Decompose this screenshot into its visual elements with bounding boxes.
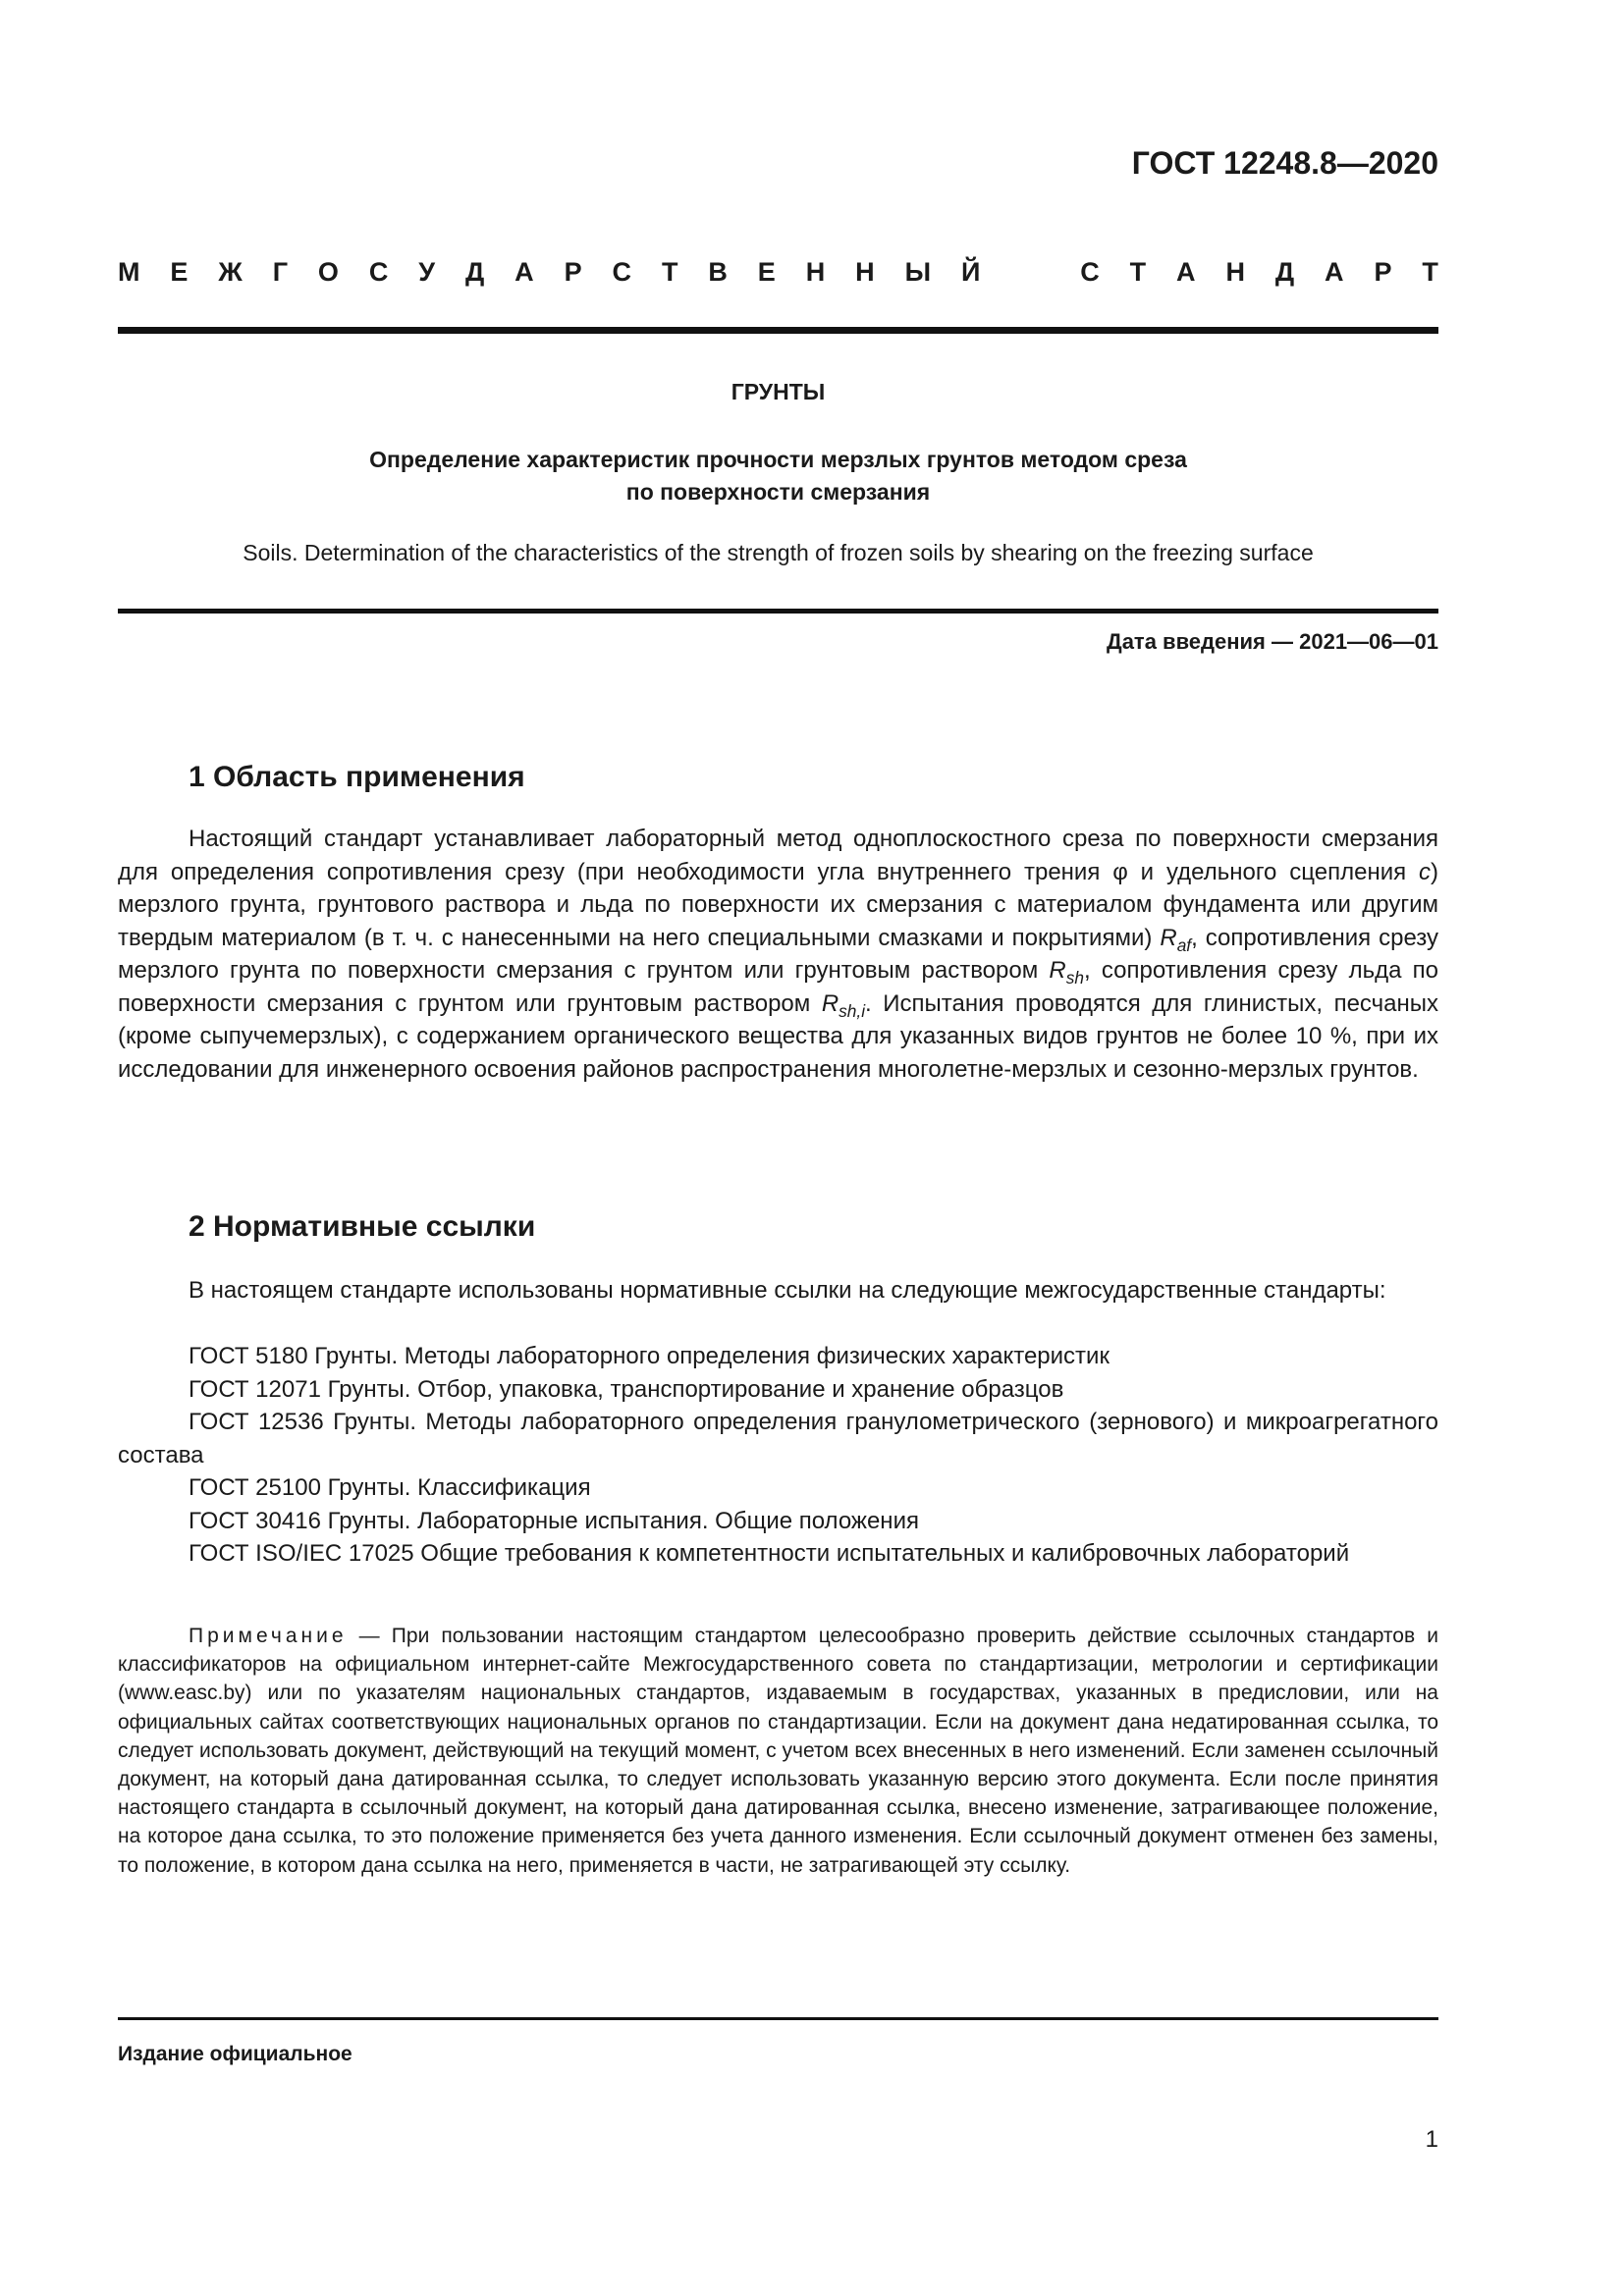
variable-r-sh: R <box>1049 957 1066 984</box>
banner-letter: М <box>118 257 140 287</box>
document-subtitle <box>118 444 1438 508</box>
banner-letter: Т <box>1422 257 1438 287</box>
text-run: , сопротивления срезу льда по поверхности смерзания с грунтом или грунтовым раствором <box>118 957 1438 1017</box>
banner-letter: Д <box>465 257 485 287</box>
reference-item: ГОСТ 12071 Грунты. Отбор, упаковка, транспортирование и хранение образцов <box>189 1376 1064 1403</box>
banner-letter: А <box>1176 257 1196 287</box>
reference-item: ГОСТ ISO/IEC 17025 Общие требования к компетентности испытательных и калибровочных лабораторий <box>189 1540 1350 1567</box>
reference-item: ГОСТ 5180 Грунты. Методы лабораторного определения физических характеристик <box>189 1343 1110 1369</box>
text-run: ) мерзлого грунта, грунтового раствора и льда по поверхности их смерзания с материалом фундамента или другим твердым материалом (в т. ч. с нанесенными на него специальными смазками и покрытиями) <box>118 858 1438 951</box>
banner-letter: Е <box>757 257 776 287</box>
title-divider <box>118 609 1438 614</box>
banner-letter: Н <box>855 257 875 287</box>
subscript-sh: sh <box>1065 968 1085 988</box>
variable-c: c <box>1419 858 1431 885</box>
banner-letter: Т <box>661 257 678 287</box>
banner-letter: У <box>418 257 436 287</box>
text-run: Настоящий стандарт устанавливает лабораторный метод одноплоскостного среза по поверхности смерзания для определения сопротивления срезу (при необходимости угла внутреннего трения φ и удельного сцепления <box>118 826 1438 885</box>
section-1-heading: 1 Область применения <box>189 761 525 793</box>
banner-word-gap <box>1010 257 1050 288</box>
banner-letter: Т <box>1129 257 1147 287</box>
official-edition-label: Издание официальное <box>118 2043 352 2065</box>
section-2-heading: 2 Нормативные ссылки <box>189 1210 536 1243</box>
document-page <box>118 0 1438 2296</box>
variable-r-af: R <box>1160 924 1177 951</box>
banner-letter: Р <box>1374 257 1392 287</box>
banner-letter: А <box>1325 257 1344 287</box>
banner-letter: Ы <box>904 257 932 287</box>
banner-letter: С <box>612 257 632 287</box>
note-label: Примечание <box>189 1625 348 1647</box>
subtitle-line: по поверхности смерзания <box>625 479 931 505</box>
introduction-date: Дата введения — 2021—06—01 <box>1107 629 1438 654</box>
footer-divider <box>118 2017 1438 2020</box>
banner-letter: Е <box>170 257 189 287</box>
subscript-shi: sh,i <box>839 1000 866 1021</box>
banner-letter: О <box>317 257 339 287</box>
text-run: . Испытания проводятся для глинистых, песчаных (кроме сыпучемерзлых), с содержанием органического вещества для указанных видов грунтов не более 10 %, при их исследовании для инженерного освоения районов распространения многолетне-мерзлых и сезонно-мерзлых грунтов. <box>118 989 1438 1083</box>
banner-letter: Г <box>272 257 288 287</box>
document-code: ГОСТ 12248.8—2020 <box>1131 145 1438 181</box>
banner-letter: Ж <box>218 257 243 287</box>
banner-letter: Д <box>1274 257 1295 287</box>
banner-letter: С <box>368 257 389 287</box>
banner-letter: С <box>1080 257 1100 287</box>
english-title: Soils. Determination of the characteristics of the strength of frozen soils by shearing on the freezing surface <box>243 540 1314 565</box>
banner-letter: Н <box>805 257 826 287</box>
document-title: ГРУНТЫ <box>731 379 826 404</box>
banner-letter: В <box>708 257 728 287</box>
banner-letter: Й <box>960 257 981 287</box>
section-2-intro: В настоящем стандарте использованы нормативные ссылки на следующие межгосударственные стандарты: <box>189 1277 1386 1304</box>
banner-letter: Н <box>1225 257 1245 287</box>
page-number: 1 <box>1425 2126 1438 2153</box>
header-divider <box>118 327 1438 334</box>
section-1-paragraph <box>118 823 1438 1086</box>
variable-r-shi: R <box>821 989 839 1017</box>
note-paragraph <box>118 1622 1438 1880</box>
banner-letter: А <box>514 257 534 287</box>
reference-item: ГОСТ 12536 Грунты. Методы лабораторного определения гранулометрического (зернового) и микроагрегатного состава <box>118 1409 1438 1468</box>
interstate-standard-banner <box>118 257 1438 288</box>
reference-item: ГОСТ 30416 Грунты. Лабораторные испытания. Общие положения <box>189 1508 919 1534</box>
reference-item: ГОСТ 25100 Грунты. Классификация <box>189 1474 591 1501</box>
note-text: — При пользовании настоящим стандартом целесообразно проверить действие ссылочных стандартов и классификаторов на официальном интернет-сайте Межгосударственного совета по стандартизации, метрологии и сертификации (www.easc.by) или по указателям национальных стандартов, издаваемым в государствах, указанных в предисловии, или на официальных сайтах соответствующих национальных органов по стандартизации. Если на документ дана недатированная ссылка, то следует использовать документ, действующий на текущий момент, с учетом всех внесенных в него изменений. Если заменен ссылочный документ, на который дана датированная ссылка, то следует использовать указанную версию этого документа. Если после принятия настоящего стандарта в ссылочный документ, на который дана датированная ссылка, внесено изменение, затрагивающее положение, на которое дана ссылка, то это положение применяется без учета данного изменения. Если ссылочный документ отменен без замены, то положение, в котором дана ссылка на него, применяется в части, не затрагивающей эту ссылку. <box>118 1625 1438 1877</box>
subtitle-line: Определение характеристик прочности мерзлых грунтов методом среза <box>369 447 1187 472</box>
text-run: , сопротивления срезу мерзлого грунта по поверхности смерзания с грунтом или грунтовым раствором <box>118 924 1439 984</box>
banner-letter: Р <box>564 257 582 287</box>
subscript-af: af <box>1176 934 1192 955</box>
